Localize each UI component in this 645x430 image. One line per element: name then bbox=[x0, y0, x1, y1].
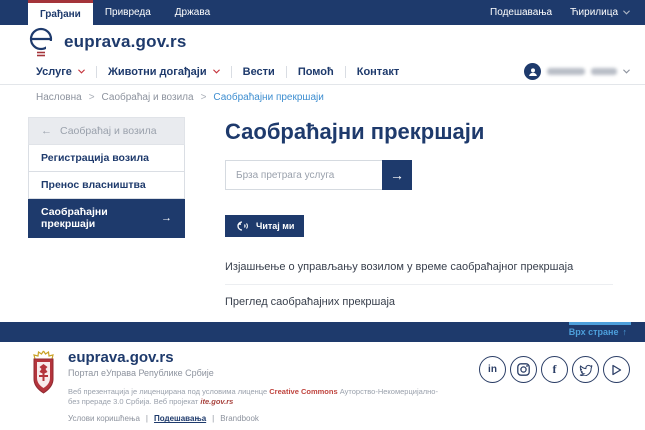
play-glyph bbox=[611, 364, 622, 376]
text-to-speech-icon bbox=[235, 220, 250, 232]
nav-label: Услуге bbox=[36, 65, 72, 78]
language-label: Ћирилица bbox=[570, 7, 618, 18]
read-to-me-label: Читај ми bbox=[256, 221, 295, 231]
breadcrumb-separator: > bbox=[88, 91, 95, 103]
divider bbox=[96, 66, 97, 78]
facebook-glyph: f bbox=[552, 362, 557, 376]
quick-search bbox=[225, 160, 412, 190]
sidebar-item-label: Пренос власништва bbox=[41, 179, 146, 191]
tab-state[interactable]: Држава bbox=[174, 7, 211, 18]
service-link-statement[interactable]: Изјашњење о управљању возилом у време саобраћајног прекршаја bbox=[225, 250, 613, 285]
twitter-icon[interactable] bbox=[572, 356, 599, 383]
divider: | bbox=[145, 414, 148, 424]
footer-brand-subtitle: Портал еУправа Републике Србије bbox=[68, 368, 214, 378]
back-to-top-link[interactable] bbox=[569, 322, 627, 342]
breadcrumb-separator: > bbox=[200, 91, 207, 103]
top-bar bbox=[0, 0, 645, 25]
user-name-redacted bbox=[547, 68, 585, 75]
sidebar-item-label: Саобраћајни прекршаји bbox=[41, 206, 108, 230]
license-pre: Веб презентација је лиценцирана под условима лиценце bbox=[68, 387, 268, 396]
terms-link[interactable]: Услови коришћења bbox=[68, 414, 140, 424]
site-header bbox=[0, 25, 645, 59]
social-links bbox=[479, 356, 630, 383]
ite-gov-link[interactable]: ite.gov.rs bbox=[200, 397, 234, 407]
sidebar bbox=[28, 117, 185, 322]
tab-citizens[interactable]: Грађани bbox=[28, 0, 93, 25]
user-name-redacted bbox=[591, 68, 617, 75]
service-link-overview[interactable]: Преглед саобраћајних прекршаја bbox=[225, 296, 396, 308]
chevron-down-icon bbox=[213, 68, 220, 75]
main-panel bbox=[225, 117, 613, 322]
read-to-me-button[interactable] bbox=[225, 215, 304, 237]
language-selector[interactable] bbox=[570, 7, 630, 18]
topbar-right bbox=[490, 0, 630, 25]
chevron-down-icon bbox=[623, 9, 630, 16]
creative-commons-link[interactable]: Creative Commons bbox=[269, 387, 338, 396]
user-avatar bbox=[524, 63, 541, 80]
instagram-glyph bbox=[517, 363, 530, 376]
service-list bbox=[225, 250, 613, 319]
person-icon bbox=[528, 67, 538, 77]
search-submit-button[interactable] bbox=[382, 160, 412, 190]
content-area bbox=[0, 109, 645, 322]
sidebar-item-traffic-violations[interactable] bbox=[28, 199, 185, 238]
arrow-up-icon: ↑ bbox=[622, 327, 627, 337]
instagram-icon[interactable] bbox=[510, 356, 537, 383]
breadcrumb-current: Саобраћајни прекршаји bbox=[213, 91, 324, 103]
sidebar-back-label: Саобраћај и возила bbox=[60, 125, 157, 137]
facebook-icon[interactable] bbox=[541, 356, 568, 383]
main-nav bbox=[0, 59, 645, 85]
nav-item-services[interactable] bbox=[36, 66, 85, 78]
divider bbox=[231, 66, 232, 78]
divider: | bbox=[212, 414, 215, 424]
nav-item-contact[interactable]: Контакт bbox=[356, 65, 400, 78]
nav-label: Животни догађаји bbox=[107, 65, 207, 78]
license-mid: Ауторство-Некомерцијално-без прераде 3.0 Србија. Веб пројекат bbox=[68, 387, 438, 407]
user-profile-menu[interactable] bbox=[524, 63, 630, 80]
euprava-logo-icon[interactable] bbox=[28, 27, 55, 58]
linkedin-icon[interactable] bbox=[479, 356, 506, 383]
license-text bbox=[68, 387, 440, 407]
serbia-coat-of-arms bbox=[28, 350, 59, 395]
breadcrumb bbox=[0, 85, 645, 109]
twitter-glyph bbox=[579, 364, 593, 376]
nav-item-help[interactable]: Помоћ bbox=[297, 65, 334, 78]
sidebar-back-link[interactable] bbox=[28, 117, 185, 145]
settings-link[interactable]: Подешавања bbox=[490, 7, 553, 18]
chevron-down-icon bbox=[623, 68, 630, 75]
sidebar-item-ownership[interactable] bbox=[28, 172, 185, 199]
arrow-right-icon: → bbox=[161, 212, 172, 224]
arrow-left-icon: ← bbox=[41, 125, 52, 137]
breadcrumb-traffic[interactable]: Саобраћај и возила bbox=[101, 91, 194, 103]
search-input[interactable] bbox=[225, 160, 382, 190]
footer-brand[interactable]: euprava.gov.rs bbox=[68, 349, 174, 366]
audience-tabs bbox=[28, 0, 222, 25]
play-video-icon[interactable] bbox=[603, 356, 630, 383]
nav-item-news[interactable]: Вести bbox=[242, 65, 275, 78]
back-to-top-strip bbox=[0, 322, 645, 342]
footer-links bbox=[68, 414, 440, 423]
brandbook-link[interactable]: Brandbook bbox=[220, 414, 259, 424]
tab-business[interactable]: Привреда bbox=[104, 7, 151, 18]
linkedin-glyph: in bbox=[488, 364, 497, 375]
nav-item-life-events[interactable] bbox=[108, 66, 220, 78]
arrow-right-icon: → bbox=[390, 167, 404, 183]
breadcrumb-home[interactable]: Насловна bbox=[36, 91, 82, 103]
footer bbox=[0, 342, 645, 430]
settings-link-footer[interactable]: Подешавања bbox=[154, 414, 207, 424]
page-title: Саобраћајни прекршаји bbox=[225, 119, 485, 144]
divider bbox=[345, 66, 346, 78]
brand-name[interactable]: euprava.gov.rs bbox=[64, 32, 187, 51]
sidebar-item-registration[interactable] bbox=[28, 145, 185, 172]
chevron-down-icon bbox=[78, 68, 85, 75]
sidebar-item-label: Регистрација возила bbox=[41, 152, 150, 164]
back-to-top-label: Врх стране bbox=[568, 327, 619, 337]
divider bbox=[286, 66, 287, 78]
